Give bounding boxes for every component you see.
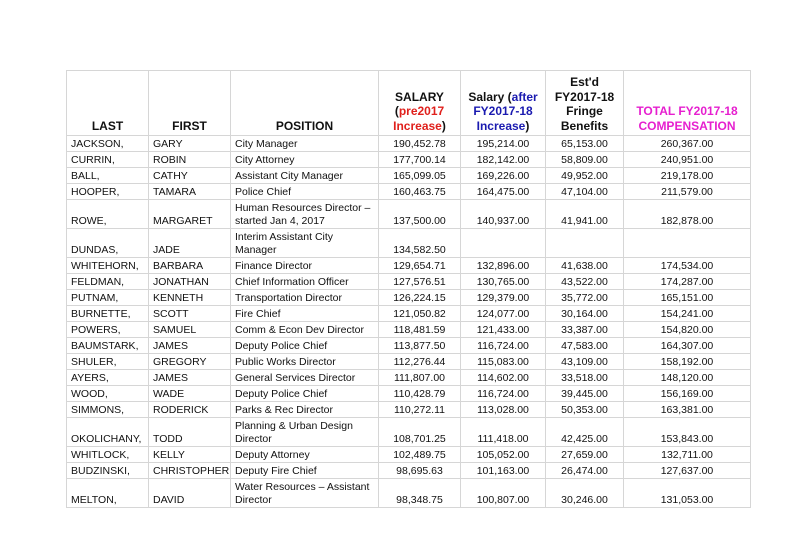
cell-last: PUTNAM, [67,290,149,306]
cell-after: 114,602.00 [461,370,546,386]
cell-first: JAMES [149,370,231,386]
header-salary-after [461,71,546,136]
cell-total: 174,534.00 [624,258,751,274]
table-body [67,136,751,508]
cell-last: JACKSON, [67,136,149,152]
cell-first: JADE [149,229,231,258]
cell-total: 153,843.00 [624,418,751,447]
cell-fringe: 65,153.00 [546,136,624,152]
cell-total: 156,169.00 [624,386,751,402]
cell-salary: 165,099.05 [379,168,461,184]
cell-position: Planning & Urban Design Director [231,418,379,447]
cell-fringe: 30,164.00 [546,306,624,322]
cell-fringe [546,229,624,258]
cell-last: BURNETTE, [67,306,149,322]
cell-total: 127,637.00 [624,463,751,479]
cell-last: DUNDAS, [67,229,149,258]
cell-after: 164,475.00 [461,184,546,200]
table-row [67,168,751,184]
cell-fringe: 50,353.00 [546,402,624,418]
after-paren-close: ) [525,118,530,133]
cell-last: BALL, [67,168,149,184]
table-row [67,290,751,306]
table-row [67,152,751,168]
after-word: after [511,89,538,104]
table-row [67,338,751,354]
cell-after: 116,724.00 [461,338,546,354]
cell-position: Water Resources – Assistant Director [231,479,379,508]
cell-last: SIMMONS, [67,402,149,418]
table-row [67,447,751,463]
cell-last: CURRIN, [67,152,149,168]
cell-after: 115,083.00 [461,354,546,370]
cell-after: 101,163.00 [461,463,546,479]
cell-total: 131,053.00 [624,479,751,508]
cell-first: JAMES [149,338,231,354]
cell-salary: 112,276.44 [379,354,461,370]
cell-fringe: 41,941.00 [546,200,624,229]
cell-fringe: 33,387.00 [546,322,624,338]
table-row [67,136,751,152]
cell-salary: 129,654.71 [379,258,461,274]
cell-first: TODD [149,418,231,447]
cell-salary: 118,481.59 [379,322,461,338]
table-row [67,322,751,338]
cell-after: 111,418.00 [461,418,546,447]
cell-position: Transportation Director [231,290,379,306]
salary-paren-open: ( [394,104,399,118]
cell-total: 219,178.00 [624,168,751,184]
table-row [67,274,751,290]
cell-last: MELTON, [67,479,149,508]
salary-increase: Increase [393,118,442,133]
table-row [67,479,751,508]
cell-first: KENNETH [149,290,231,306]
header-total: TOTAL FY2017-18 COMPENSATION [624,71,751,136]
table-row [67,229,751,258]
cell-total: 211,579.00 [624,184,751,200]
cell-position: Chief Information Officer [231,274,379,290]
cell-salary: 108,701.25 [379,418,461,447]
table-row [67,306,751,322]
cell-after: 129,379.00 [461,290,546,306]
cell-after: 182,142.00 [461,152,546,168]
header-last: LAST [67,71,149,136]
cell-fringe: 58,809.00 [546,152,624,168]
cell-fringe: 47,583.00 [546,338,624,354]
cell-position: City Manager [231,136,379,152]
cell-last: OKOLICHANY, [67,418,149,447]
cell-salary: 127,576.51 [379,274,461,290]
cell-after: 113,028.00 [461,402,546,418]
cell-total: 174,287.00 [624,274,751,290]
cell-position: Public Works Director [231,354,379,370]
cell-salary: 102,489.75 [379,447,461,463]
cell-fringe: 26,474.00 [546,463,624,479]
table-row [67,370,751,386]
cell-position: Deputy Police Chief [231,338,379,354]
cell-after: 169,226.00 [461,168,546,184]
cell-first: WADE [149,386,231,402]
cell-first: SCOTT [149,306,231,322]
cell-last: HOOPER, [67,184,149,200]
cell-first: BARBARA [149,258,231,274]
cell-total: 165,151.00 [624,290,751,306]
cell-salary: 126,224.15 [379,290,461,306]
cell-fringe: 35,772.00 [546,290,624,306]
cell-last: WHITEHORN, [67,258,149,274]
cell-fringe: 33,518.00 [546,370,624,386]
cell-after: 105,052.00 [461,447,546,463]
cell-first: CATHY [149,168,231,184]
cell-first: CHRISTOPHER [149,463,231,479]
cell-total [624,229,751,258]
cell-position: Fire Chief [231,306,379,322]
table-row [67,200,751,229]
cell-after: 195,214.00 [461,136,546,152]
cell-position: Deputy Attorney [231,447,379,463]
cell-salary: 110,428.79 [379,386,461,402]
cell-last: WHITLOCK, [67,447,149,463]
cell-after [461,229,546,258]
cell-fringe: 43,109.00 [546,354,624,370]
cell-first: MARGARET [149,200,231,229]
cell-position: Human Resources Director – started Jan 4, 2017 [231,200,379,229]
table-row [67,184,751,200]
cell-position: Comm & Econ Dev Director [231,322,379,338]
cell-after: 116,724.00 [461,386,546,402]
cell-position: City Attorney [231,152,379,168]
cell-position: Parks & Rec Director [231,402,379,418]
cell-position: Deputy Fire Chief [231,463,379,479]
cell-after: 124,077.00 [461,306,546,322]
cell-salary: 190,452.78 [379,136,461,152]
cell-after: 121,433.00 [461,322,546,338]
cell-salary: 160,463.75 [379,184,461,200]
cell-position: Finance Director [231,258,379,274]
cell-total: 163,381.00 [624,402,751,418]
table-row [67,386,751,402]
after-fy: FY2017-18 [473,104,533,118]
cell-last: ROWE, [67,200,149,229]
cell-total: 158,192.00 [624,354,751,370]
cell-salary: 134,582.50 [379,229,461,258]
cell-salary: 121,050.82 [379,306,461,322]
cell-after: 100,807.00 [461,479,546,508]
cell-first: ROBIN [149,152,231,168]
table-row [67,463,751,479]
cell-fringe: 42,425.00 [546,418,624,447]
cell-first: GARY [149,136,231,152]
salary-label: SALARY [395,89,444,104]
cell-salary: 98,695.63 [379,463,461,479]
cell-last: AYERS, [67,370,149,386]
cell-total: 240,951.00 [624,152,751,168]
cell-fringe: 41,638.00 [546,258,624,274]
cell-first: GREGORY [149,354,231,370]
cell-salary: 111,807.00 [379,370,461,386]
cell-first: JONATHAN [149,274,231,290]
cell-last: BAUMSTARK, [67,338,149,354]
table-row [67,402,751,418]
after-increase: Increase [476,118,526,133]
header-fringe: Est'd FY2017-18 Fringe Benefits [546,71,624,136]
cell-total: 164,307.00 [624,338,751,354]
cell-fringe: 47,104.00 [546,184,624,200]
cell-salary: 137,500.00 [379,200,461,229]
salary-paren-close: ) [441,118,446,133]
cell-total: 260,367.00 [624,136,751,152]
cell-salary: 177,700.14 [379,152,461,168]
cell-after: 130,765.00 [461,274,546,290]
cell-first: DAVID [149,479,231,508]
cell-position: General Services Director [231,370,379,386]
cell-position: Assistant City Manager [231,168,379,184]
cell-last: WOOD, [67,386,149,402]
cell-first: KELLY [149,447,231,463]
after-label: Salary ( [468,89,512,104]
header-position: POSITION [231,71,379,136]
cell-position: Interim Assistant City Manager [231,229,379,258]
table-row [67,418,751,447]
cell-first: RODERICK [149,402,231,418]
cell-after: 132,896.00 [461,258,546,274]
cell-total: 154,820.00 [624,322,751,338]
cell-last: POWERS, [67,322,149,338]
cell-last: SHULER, [67,354,149,370]
cell-total: 154,241.00 [624,306,751,322]
cell-total: 148,120.00 [624,370,751,386]
table-row [67,258,751,274]
header-first: FIRST [149,71,231,136]
cell-salary: 98,348.75 [379,479,461,508]
cell-total: 132,711.00 [624,447,751,463]
cell-total: 182,878.00 [624,200,751,229]
header-row [67,71,751,136]
cell-salary: 110,272.11 [379,402,461,418]
cell-fringe: 49,952.00 [546,168,624,184]
table-row [67,354,751,370]
cell-fringe: 43,522.00 [546,274,624,290]
cell-fringe: 39,445.00 [546,386,624,402]
cell-fringe: 27,659.00 [546,447,624,463]
cell-position: Police Chief [231,184,379,200]
cell-last: BUDZINSKI, [67,463,149,479]
cell-last: FELDMAN, [67,274,149,290]
cell-position: Deputy Police Chief [231,386,379,402]
cell-first: TAMARA [149,184,231,200]
cell-first: SAMUEL [149,322,231,338]
cell-after: 140,937.00 [461,200,546,229]
compensation-table [66,70,751,508]
cell-fringe: 30,246.00 [546,479,624,508]
cell-salary: 113,877.50 [379,338,461,354]
salary-pre2017: pre2017 [398,104,445,118]
header-salary [379,71,461,136]
